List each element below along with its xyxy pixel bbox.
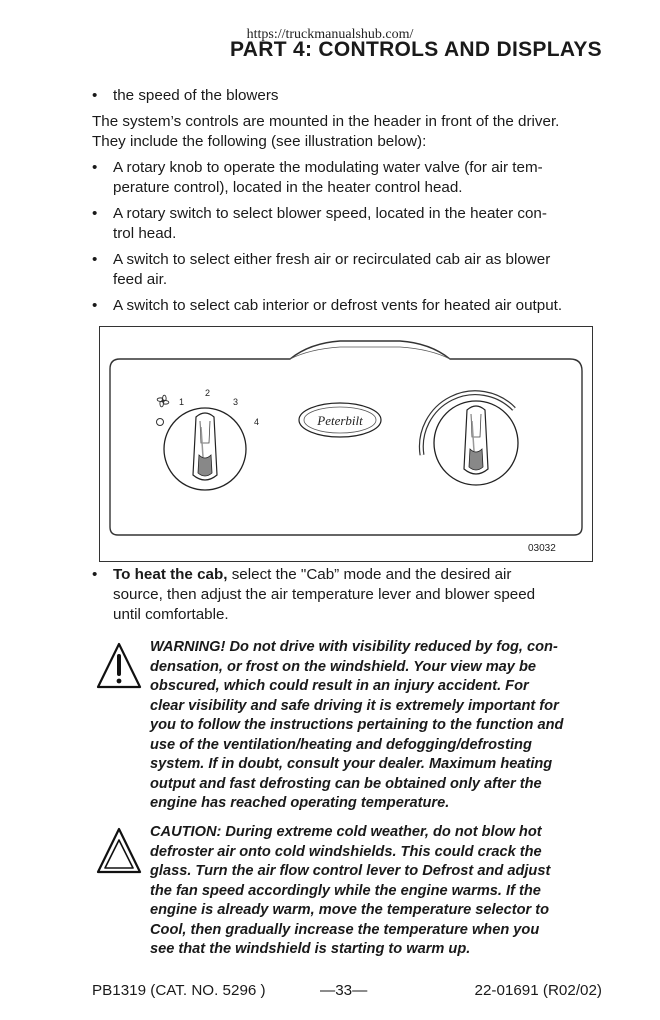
para-line: The system’s controls are mounted in the header in front of the driver. bbox=[92, 113, 560, 130]
heat-cab-section bbox=[92, 565, 612, 631]
bullet-air-source-switch bbox=[92, 250, 612, 290]
peterbilt-logo bbox=[299, 403, 381, 437]
figure-number: 03032 bbox=[528, 543, 556, 554]
speed-label: 1 bbox=[179, 397, 185, 407]
caution-line: glass. Turn the air flow control lever to Defrost and adjust bbox=[150, 863, 551, 879]
footer-page-number: —33— bbox=[320, 982, 368, 999]
warning-line: clear visibility and safe driving it is extremely important for bbox=[150, 697, 559, 714]
speed-label: 4 bbox=[254, 417, 260, 427]
heat-cab-lead: To heat the cab, bbox=[113, 566, 228, 583]
bullet-line: • A rotary knob to operate the modulating water valve (for air tem- bbox=[113, 159, 543, 176]
warning-line: densation, or frost on the windshield. Your view may be bbox=[150, 658, 536, 675]
warning-text bbox=[150, 638, 612, 814]
warning-line: WARNING! Do not drive with visibility reduced by fog, con- bbox=[150, 639, 558, 655]
logo-text: Peterbilt bbox=[317, 413, 363, 428]
blower-speed-knob bbox=[164, 408, 246, 490]
warning-triangle-icon bbox=[96, 642, 142, 690]
page-title: PART 4: CONTROLS AND DISPLAYS bbox=[230, 38, 602, 61]
caution-line: Cool, then gradually increase the temperature when you bbox=[150, 921, 540, 938]
indicator-light bbox=[157, 419, 164, 426]
caution-line: the fan speed accordingly while the engine warms. If the bbox=[150, 882, 541, 899]
warning-line: obscured, which could result in an injury accident. For bbox=[150, 678, 529, 694]
intro-paragraph bbox=[92, 112, 612, 152]
warning-line: engine has reached operating temperature. bbox=[150, 795, 450, 811]
footer-revision: 22-01691 (R02/02) bbox=[474, 982, 602, 999]
caution-line: engine is already warm, move the temperature selector to bbox=[150, 902, 550, 918]
bullet-line: • A switch to select either fresh air or recirculated cab air as blower bbox=[113, 251, 551, 268]
heat-cab-text: select the "Cab” mode and the desired air bbox=[227, 566, 512, 583]
caution-line: CAUTION: During extreme cold weather, do not blow hot bbox=[150, 824, 542, 840]
bullet-line: until comfortable. bbox=[113, 606, 229, 623]
bullet-heat-cab bbox=[92, 565, 612, 625]
warning-line: you to follow the instructions pertaining to the function and bbox=[150, 717, 564, 733]
bullet-line: perature control), located in the heater control head. bbox=[113, 179, 463, 196]
heater-control-illustration bbox=[99, 326, 593, 562]
warning-line: system. If in doubt, consult your dealer. Maximum heating bbox=[150, 756, 553, 772]
speed-label: 2 bbox=[205, 388, 211, 398]
bullet-line bbox=[113, 565, 612, 585]
caution-line: see that the windshield is starting to warm up. bbox=[150, 941, 471, 957]
bullet-text: the speed of the blowers bbox=[113, 87, 279, 104]
panel-inner-line bbox=[290, 347, 450, 359]
bullet-rotary-switch bbox=[92, 204, 612, 244]
caution-triangle-icon bbox=[96, 827, 142, 875]
speed-label: 3 bbox=[233, 397, 239, 407]
intro-section bbox=[92, 86, 612, 322]
caution-notice bbox=[92, 823, 612, 960]
bullet-line: trol head. bbox=[113, 225, 177, 242]
source-url[interactable]: https://truckmanualshub.com/ bbox=[246, 27, 414, 42]
para-line: They include the following (see illustration below): bbox=[92, 133, 427, 150]
caution-line: defroster air onto cold windshields. This could crack the bbox=[150, 843, 542, 860]
warning-line: use of the ventilation/heating and defogging/defrosting bbox=[150, 736, 532, 753]
fan-icon bbox=[157, 395, 169, 407]
bullet-rotary-knob bbox=[92, 158, 612, 198]
bullet-line: • A rotary switch to select blower speed, located in the heater con- bbox=[113, 205, 547, 222]
footer-publication-number: PB1319 (CAT. NO. 5296 ) bbox=[92, 982, 266, 999]
bullet-line: source, then adjust the air temperature lever and blower speed bbox=[113, 586, 536, 603]
warning-notice bbox=[92, 638, 612, 814]
caution-text bbox=[150, 823, 612, 960]
bullet-vent-switch bbox=[92, 296, 612, 316]
warning-line: output and fast defrosting can be obtained only after the bbox=[150, 775, 542, 792]
bullet-blower-speed bbox=[92, 86, 612, 106]
bullet-line: feed air. bbox=[113, 271, 168, 288]
temperature-knob bbox=[434, 401, 518, 485]
bullet-line: • A switch to select cab interior or defrost vents for heated air output. bbox=[113, 297, 563, 314]
control-panel-drawing bbox=[100, 327, 592, 561]
